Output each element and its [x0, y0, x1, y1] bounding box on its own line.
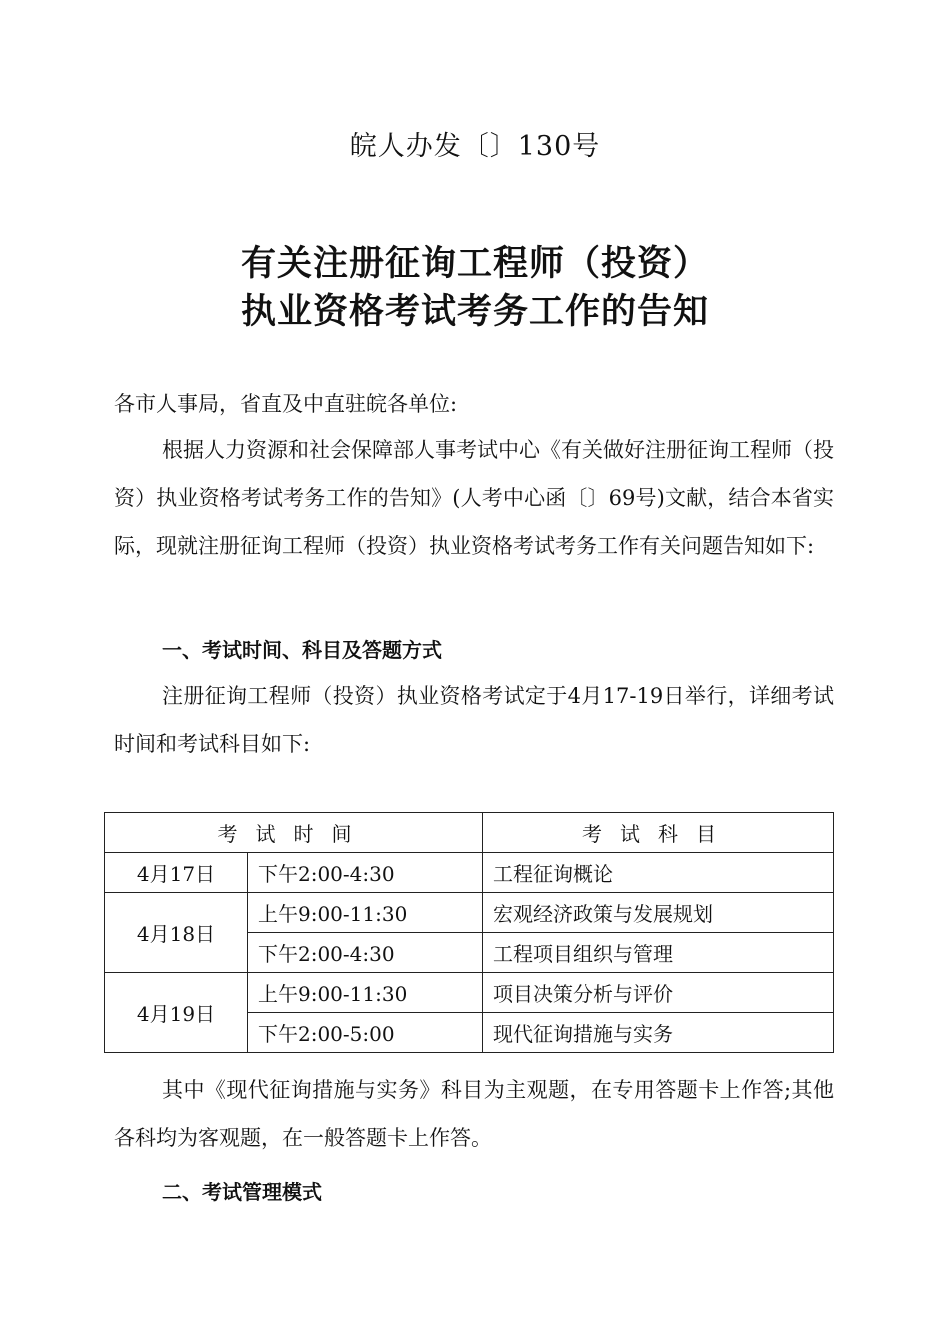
time-cell: 上午9:00-11:30	[248, 973, 483, 1013]
date-cell: 4月18日	[105, 893, 248, 973]
time-cell: 下午2:00-4:30	[248, 933, 483, 973]
time-cell: 上午9:00-11:30	[248, 893, 483, 933]
section-heading-1: 一、考试时间、科目及答题方式	[162, 638, 442, 662]
table-row	[105, 853, 834, 893]
document-title-line-2: 执业资格考试考务工作的告知	[240, 292, 709, 332]
document-title-line-1: 有关注册征询工程师（投资）	[240, 244, 709, 284]
time-cell: 下午2:00-5:00	[248, 1013, 483, 1053]
subject-cell: 工程征询概论	[483, 853, 834, 893]
intro-paragraph: 根据人力资源和社会保障部人事考试中心《有关做好注册征询工程师（投资）执业资格考试考务工作的告知》(人考中心函〔〕69号)文献，结合本省实际，现就注册征询工程师（投资）执业资格考试考务工作有关问题告知如下:	[114, 438, 834, 558]
subject-cell: 宏观经济政策与发展规划	[483, 893, 834, 933]
schedule-paragraph: 注册征询工程师（投资）执业资格考试定于4月17-19日举行，详细考试时间和考试科目如下:	[114, 684, 834, 756]
date-cell: 4月17日	[105, 853, 248, 893]
subject-cell: 现代征询措施与实务	[483, 1013, 834, 1053]
header-exam-subject: 考试科目	[483, 813, 834, 853]
subject-cell: 工程项目组织与管理	[483, 933, 834, 973]
document-number: 皖人办发〔〕130号	[349, 131, 601, 162]
exam-schedule-table	[104, 812, 834, 1053]
answer-method-paragraph: 其中《现代征询措施与实务》科目为主观题，在专用答题卡上作答;其他各科均为客观题，在一般答题卡上作答。	[114, 1078, 834, 1150]
table-row	[105, 893, 834, 933]
subject-cell: 项目决策分析与评价	[483, 973, 834, 1013]
section-heading-2: 二、考试管理模式	[162, 1180, 322, 1204]
date-cell: 4月19日	[105, 973, 248, 1053]
table-row	[105, 973, 834, 1013]
addressee: 各市人事局，省直及中直驻皖各单位:	[114, 392, 458, 416]
header-exam-time: 考试时间	[105, 813, 483, 853]
time-cell: 下午2:00-4:30	[248, 853, 483, 893]
table-header-row	[105, 813, 834, 853]
